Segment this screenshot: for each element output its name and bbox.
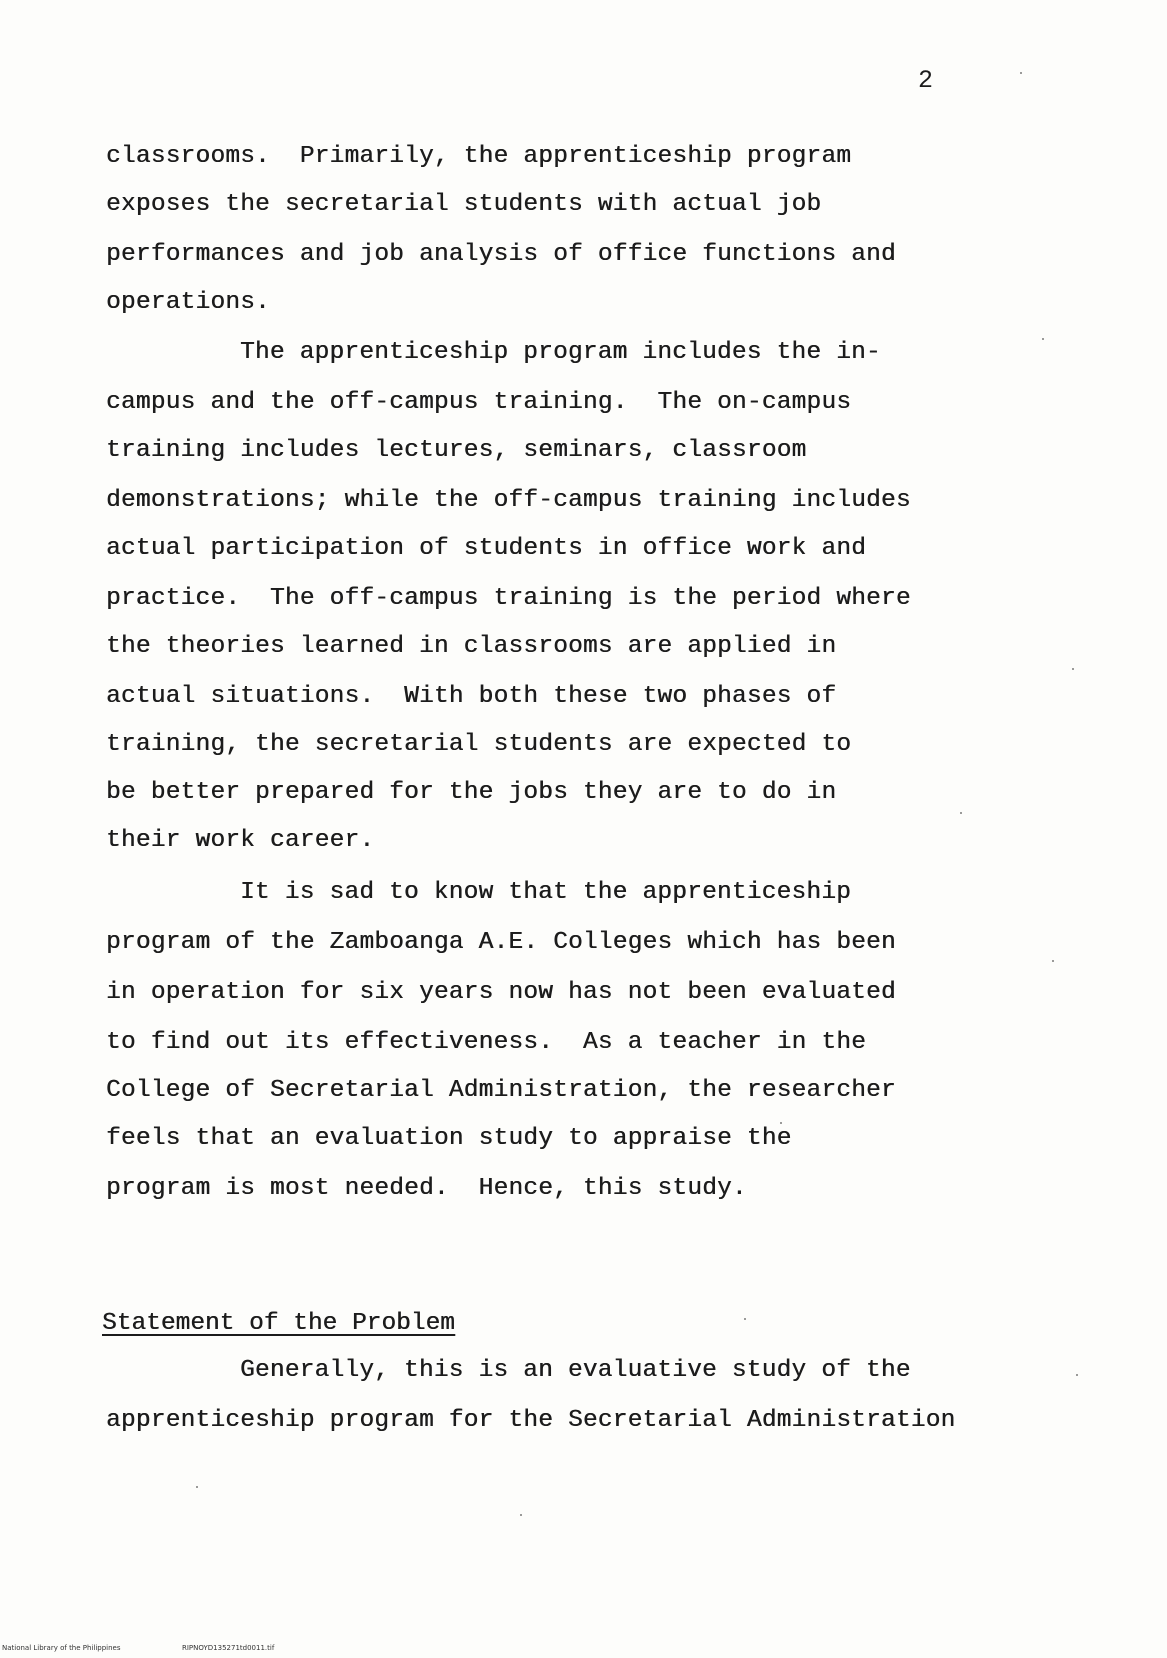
footer-file-id: RIPNOYD135271td0011.tif (182, 1644, 275, 1652)
paragraph-3-line-4: to find out its effectiveness. As a teacher in the (106, 1029, 867, 1056)
scan-speck (744, 1318, 746, 1320)
scan-speck (780, 1122, 782, 1124)
paragraph-3-line-6: feels that an evaluation study to appraise the (106, 1125, 792, 1152)
scan-speck (520, 1514, 522, 1516)
paragraph-2-line-4: demonstrations; while the off-campus training includes (106, 487, 911, 514)
paragraph-2-line-3: training includes lectures, seminars, classroom (106, 437, 807, 464)
final-paragraph-line-2: apprenticeship program for the Secretarial Administration (106, 1407, 956, 1434)
scan-speck (1076, 1374, 1078, 1376)
paragraph-1-line-1: classrooms. Primarily, the apprenticeship program (106, 143, 852, 170)
paragraph-1-line-4: operations. (106, 289, 270, 316)
paragraph-3-line-2: program of the Zamboanga A.E. Colleges which has been (106, 929, 896, 956)
scan-speck (1020, 72, 1022, 74)
paragraph-1-line-3: performances and job analysis of office functions and (106, 241, 896, 268)
paragraph-2-line-7: the theories learned in classrooms are applied in (106, 633, 837, 660)
paragraph-2-line-2: campus and the off-campus training. The on-campus (106, 389, 852, 416)
page-number: 2 (918, 66, 935, 95)
paragraph-3-line-5: College of Secretarial Administration, the researcher (106, 1077, 896, 1104)
paragraph-3-line-3: in operation for six years now has not been evaluated (106, 979, 896, 1006)
paragraph-2-line-9: training, the secretarial students are expected to (106, 731, 852, 758)
paragraph-2-line-8: actual situations. With both these two phases of (106, 683, 837, 710)
scan-speck (1052, 960, 1054, 962)
scan-speck (960, 812, 962, 814)
scan-speck (1072, 668, 1074, 670)
section-heading: Statement of the Problem (102, 1310, 455, 1337)
paragraph-3-line-1: It is sad to know that the apprenticeship (240, 879, 851, 906)
paragraph-2-line-1: The apprenticeship program includes the in- (240, 339, 881, 366)
footer-library-name: National Library of the Philippines (2, 1644, 121, 1652)
scan-speck (1042, 338, 1044, 340)
scan-speck (196, 1486, 198, 1488)
paragraph-2-line-5: actual participation of students in office work and (106, 535, 867, 562)
paragraph-2-line-11: their work career. (106, 827, 375, 854)
final-paragraph-line-1: Generally, this is an evaluative study of the (240, 1357, 911, 1384)
paragraph-2-line-10: be better prepared for the jobs they are to do in (106, 779, 837, 806)
paragraph-1-line-2: exposes the secretarial students with actual job (106, 191, 822, 218)
paragraph-2-line-6: practice. The off-campus training is the period where (106, 585, 911, 612)
paragraph-3-line-7: program is most needed. Hence, this study. (106, 1175, 747, 1202)
